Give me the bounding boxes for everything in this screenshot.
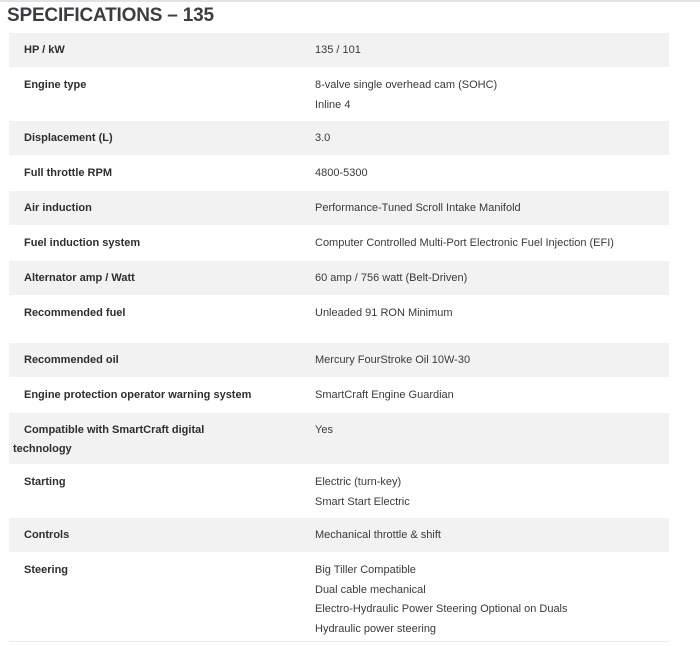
spec-row-smartcraft-compatible — [9, 413, 669, 465]
spec-value-line: Big Tiller Compatible — [315, 564, 416, 576]
spec-label: Full throttle RPM — [24, 167, 112, 179]
spec-row-displacement — [9, 121, 669, 156]
spec-label: Steering — [24, 564, 69, 576]
bottom-divider — [9, 641, 669, 642]
spec-label: Recommended fuel — [24, 307, 126, 319]
spec-value-line: Dual cable mechanical — [315, 583, 426, 596]
spec-value — [315, 304, 665, 324]
spec-value-line: Computer Controlled Multi-Port Electronic Fuel Injection (EFI) — [315, 237, 614, 249]
spec-value-line: 60 amp / 756 watt (Belt-Driven) — [315, 272, 468, 284]
spec-value-line: Smart Start Electric — [315, 495, 410, 508]
spec-value-line: Yes — [315, 424, 333, 436]
spec-value — [315, 269, 665, 289]
spec-label: Displacement (L) — [24, 132, 113, 144]
top-divider — [0, 0, 700, 2]
spec-row-fuel-induction-system — [9, 226, 669, 261]
spec-value — [315, 234, 665, 254]
spec-value-line: 3.0 — [315, 132, 331, 144]
spec-row-recommended-fuel — [9, 296, 669, 343]
spec-label: Compatible with SmartCraft digital technology — [13, 424, 205, 455]
spec-value — [315, 41, 665, 61]
spec-value-line: Mercury FourStroke Oil 10W-30 — [315, 354, 471, 366]
spec-label: Fuel induction system — [24, 237, 141, 249]
spec-value-line: Hydraulic power steering — [315, 622, 437, 635]
spec-value — [315, 561, 665, 639]
spec-row-full-throttle-rpm — [9, 156, 669, 191]
spec-label: Controls — [24, 529, 70, 541]
spec-label: Starting — [24, 476, 66, 488]
spec-value — [315, 473, 665, 512]
spec-value-line: Performance-Tuned Scroll Intake Manifold — [315, 202, 521, 214]
spec-value — [315, 129, 665, 149]
spec-label: Recommended oil — [24, 354, 119, 366]
spec-row-hp-kw — [9, 33, 669, 68]
spec-value-line: Unleaded 91 RON Minimum — [315, 307, 453, 319]
spec-value-line: Mechanical throttle & shift — [315, 529, 441, 541]
spec-label: Alternator amp / Watt — [24, 272, 135, 284]
spec-value — [315, 421, 665, 441]
spec-row-engine-protection — [9, 378, 669, 413]
spec-row-air-induction — [9, 191, 669, 226]
spec-value-line: 135 / 101 — [315, 44, 361, 56]
spec-row-controls — [9, 518, 669, 553]
spec-value-line: Electric (turn-key) — [315, 476, 402, 488]
spec-label: Engine protection operator warning system — [24, 389, 252, 401]
spec-row-steering — [9, 553, 669, 641]
spec-label: Engine type — [24, 79, 87, 91]
spec-row-recommended-oil — [9, 343, 669, 378]
spec-value — [315, 526, 665, 546]
spec-row-engine-type — [9, 68, 669, 121]
spec-label: Air induction — [24, 202, 92, 214]
spec-value — [315, 386, 665, 406]
spec-value — [315, 76, 665, 115]
spec-row-alternator — [9, 261, 669, 296]
spec-value-line: Electro-Hydraulic Power Steering Optional on Duals — [315, 603, 568, 615]
spec-value — [315, 164, 665, 184]
spec-value-line: 8-valve single overhead cam (SOHC) — [315, 79, 498, 91]
spec-value-line: SmartCraft Engine Guardian — [315, 389, 454, 401]
page-title: SPECIFICATIONS – 135 — [7, 5, 214, 26]
specifications-table — [9, 33, 669, 641]
spec-value — [315, 199, 665, 219]
spec-value-line: Inline 4 — [315, 98, 351, 111]
spec-label: HP / kW — [24, 44, 65, 56]
spec-value — [315, 351, 665, 371]
spec-value-line: 4800-5300 — [315, 167, 368, 179]
spec-row-starting — [9, 465, 669, 518]
